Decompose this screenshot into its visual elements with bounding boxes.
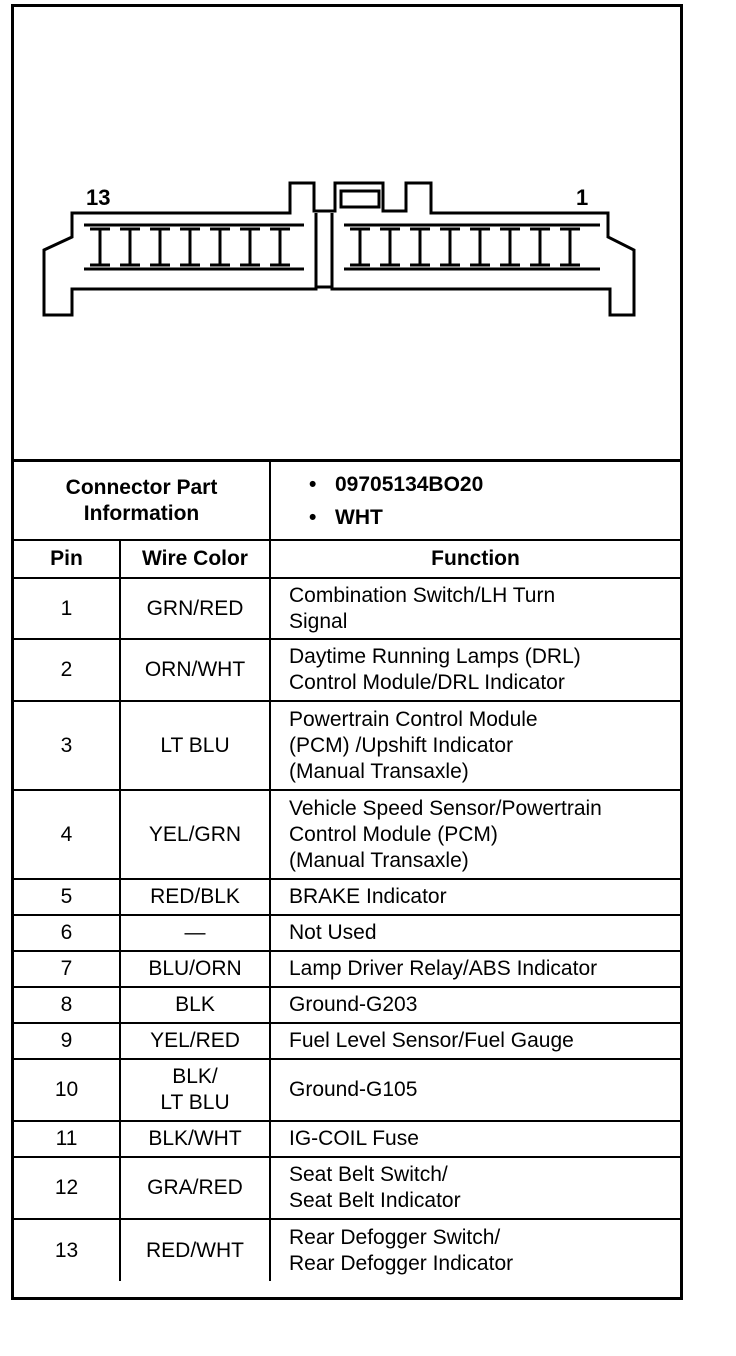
pin-function (270, 987, 680, 1023)
connector-outline (44, 183, 634, 315)
wire-color (120, 790, 270, 879)
pin-row (14, 701, 680, 790)
pin-table (14, 462, 680, 1281)
wire-color-line: ORN/WHT (144, 658, 246, 681)
part-number: 09705134BO20 (335, 472, 484, 496)
function-line: Combination Switch/LH Turn (289, 583, 556, 607)
pin-function (270, 1219, 680, 1281)
bullet: • (309, 505, 317, 529)
part-info-label (14, 462, 270, 540)
function-line: Ground-G105 (289, 1078, 418, 1101)
wire-color (120, 951, 270, 987)
pin-function (270, 701, 680, 790)
pin-function (270, 639, 680, 701)
pin-function (270, 578, 680, 639)
wire-color (120, 639, 270, 701)
left-terminal-row (84, 225, 304, 269)
pin-function (270, 1023, 680, 1059)
pin-number: 2 (14, 639, 120, 701)
pin-function (270, 1059, 680, 1121)
pin-row (14, 1157, 680, 1219)
pin-row (14, 951, 680, 987)
wire-color-line: RED/WHT (146, 1238, 244, 1262)
function-line: Rear Defogger Switch/ (289, 1225, 501, 1249)
connector-drawing (14, 7, 680, 459)
function-line: Not Used (289, 921, 377, 944)
bullet: • (309, 472, 317, 496)
header-row (14, 540, 680, 578)
pin-row (14, 1219, 680, 1281)
part-info-label-line2: Information (83, 501, 200, 525)
pin-number: 10 (14, 1059, 120, 1121)
function-line: Powertrain Control Module (289, 707, 538, 731)
wire-color-line: YEL/GRN (148, 822, 242, 846)
function-line: Lamp Driver Relay/ABS Indicator (289, 957, 598, 980)
connector-color: WHT (335, 505, 383, 529)
function-line: Daytime Running Lamps (DRL) (289, 645, 581, 668)
wire-color (120, 1121, 270, 1157)
part-number-item (309, 468, 680, 501)
pin-function (270, 1157, 680, 1219)
pin-number: 5 (14, 879, 120, 915)
wire-color-line: BLK (175, 993, 215, 1016)
pin-number: 3 (14, 701, 120, 790)
pin-header: Pin (14, 540, 120, 578)
pin-row (14, 879, 680, 915)
wire-color (120, 915, 270, 951)
connector-color-item (309, 501, 680, 534)
pin-number: 13 (14, 1219, 120, 1281)
pin-function (270, 915, 680, 951)
function-line: (Manual Transaxle) (289, 759, 469, 783)
wire-color-line: RED/BLK (150, 885, 240, 908)
wire-color (120, 1157, 270, 1219)
wire-color-line: GRA/RED (147, 1176, 243, 1199)
wire-color (120, 1059, 270, 1121)
function-line: Signal (289, 609, 348, 633)
wire-color-line: LT BLU (160, 733, 230, 757)
function-line: (Manual Transaxle) (289, 848, 469, 872)
pin-number: 6 (14, 915, 120, 951)
pin-row (14, 1059, 680, 1121)
function-line: (PCM) /Upshift Indicator (289, 733, 514, 757)
pin-function (270, 1121, 680, 1157)
pin-function (270, 879, 680, 915)
pin-function (270, 790, 680, 879)
function-line: IG-COIL Fuse (289, 1127, 419, 1150)
pin-row (14, 915, 680, 951)
pin-rows (14, 578, 680, 1281)
wire-color (120, 1023, 270, 1059)
wire-color-header: Wire Color (120, 540, 270, 578)
connector-key (316, 213, 332, 287)
part-info-values (270, 462, 680, 540)
pin-number: 4 (14, 790, 120, 879)
wire-color (120, 701, 270, 790)
pin-row (14, 578, 680, 639)
function-line: Vehicle Speed Sensor/Powertrain (289, 796, 602, 820)
pin-number: 11 (14, 1121, 120, 1157)
pin-function (270, 951, 680, 987)
pin-row (14, 1121, 680, 1157)
part-info-row (14, 462, 680, 540)
function-line: Ground-G203 (289, 993, 418, 1016)
pin-13-label: 13 (86, 185, 111, 210)
pin-number: 9 (14, 1023, 120, 1059)
function-line: Rear Defogger Indicator (289, 1251, 514, 1275)
wire-color-line: YEL/RED (150, 1029, 240, 1052)
function-header: Function (270, 540, 680, 578)
pin-number: 12 (14, 1157, 120, 1219)
function-line: Seat Belt Switch/ (289, 1163, 448, 1186)
pin-number: 8 (14, 987, 120, 1023)
wire-color-line: — (184, 921, 206, 944)
part-info-label-line1: Connector Part (65, 475, 218, 499)
wire-color-line: GRN/RED (146, 596, 244, 620)
function-line: Seat Belt Indicator (289, 1189, 461, 1212)
right-terminal-row (344, 225, 600, 269)
connector-latch (341, 191, 379, 207)
connector-sheet (11, 4, 683, 1300)
wire-color (120, 578, 270, 639)
pin-row (14, 987, 680, 1023)
wire-color (120, 987, 270, 1023)
function-line: Control Module (PCM) (289, 822, 498, 846)
wire-color-line: BLU/ORN (148, 957, 242, 980)
pin-number: 1 (14, 578, 120, 639)
pin-row (14, 790, 680, 879)
function-line: Control Module/DRL Indicator (289, 671, 565, 694)
function-line: BRAKE Indicator (289, 885, 447, 908)
function-line: Fuel Level Sensor/Fuel Gauge (289, 1029, 574, 1052)
pin-row (14, 1023, 680, 1059)
wire-color-line: LT BLU (160, 1091, 230, 1114)
pin-number: 7 (14, 951, 120, 987)
pin-1-label: 1 (576, 185, 589, 210)
wire-color-line: BLK/WHT (148, 1127, 242, 1150)
wire-color-line: BLK/ (172, 1065, 218, 1088)
wire-color (120, 1219, 270, 1281)
connector-diagram (14, 7, 680, 462)
pin-row (14, 639, 680, 701)
wire-color (120, 879, 270, 915)
